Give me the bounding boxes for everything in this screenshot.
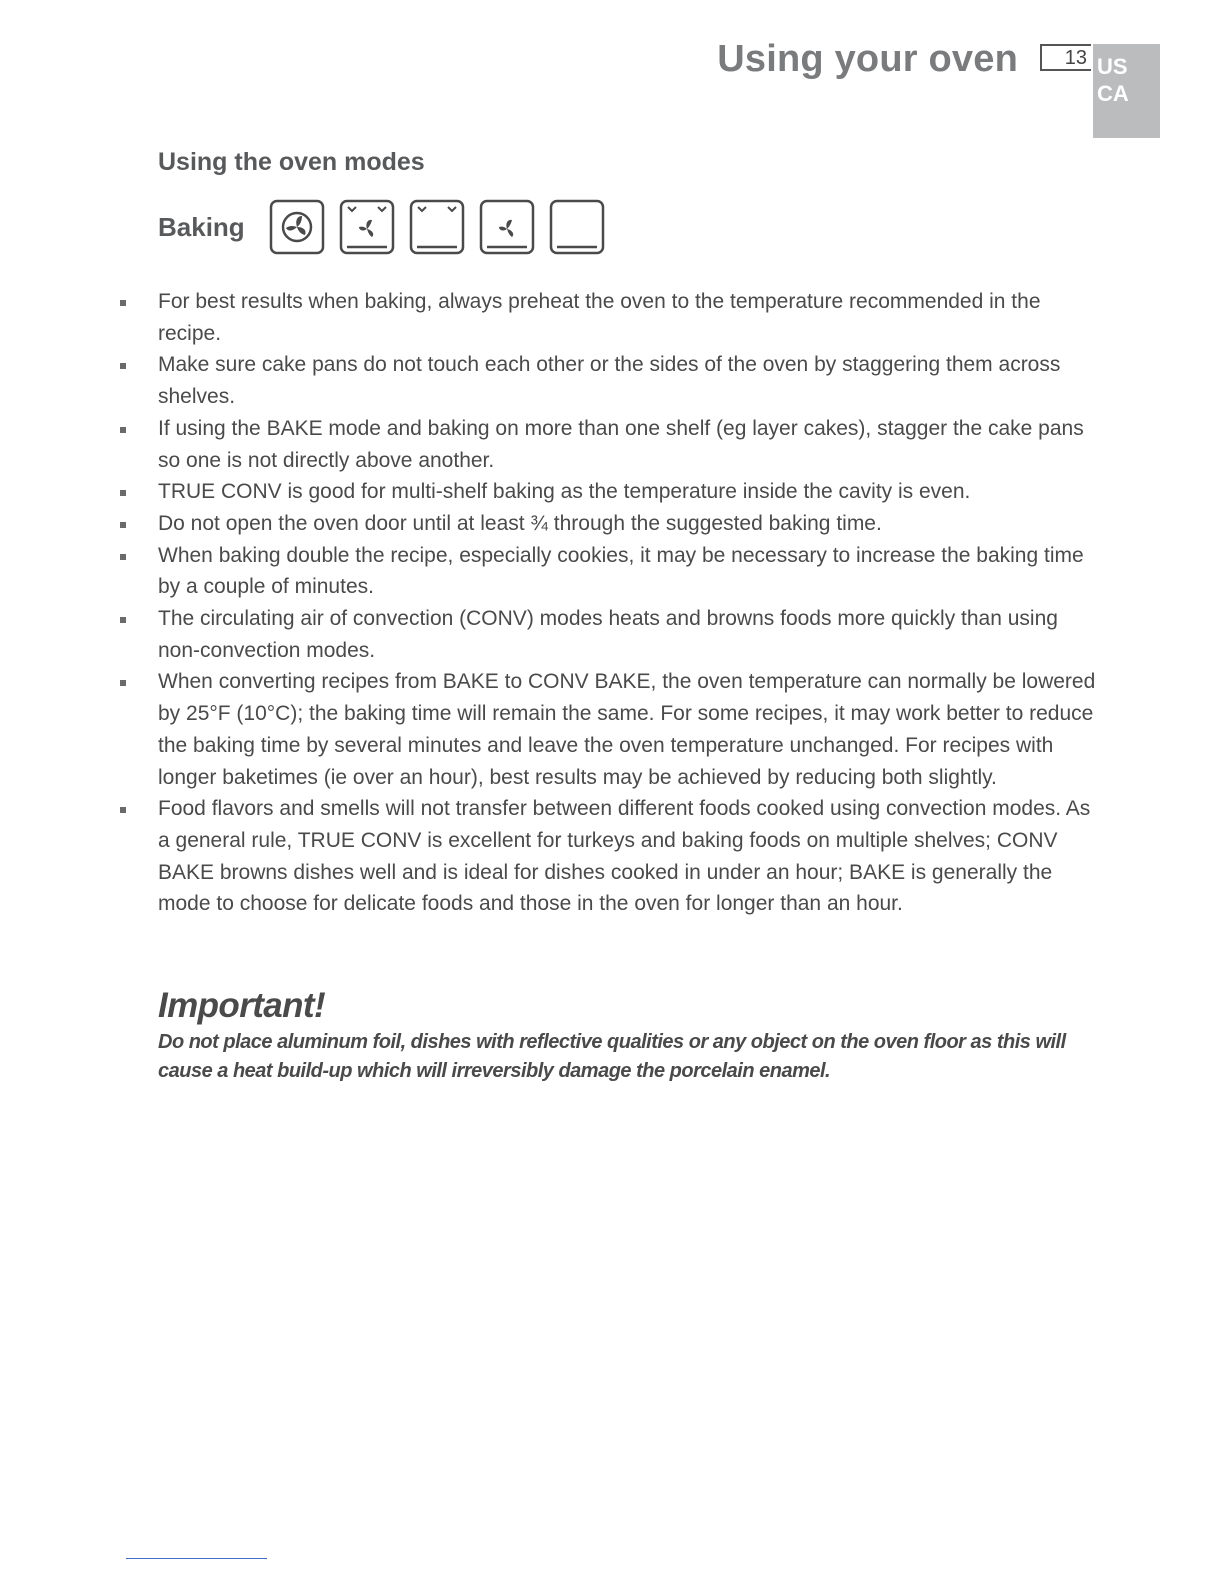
convection-roast-icon (479, 199, 535, 255)
region-code-ca: CA (1097, 81, 1129, 106)
list-item: Food flavors and smells will not transfer between different foods cooked using convection modes. As a general rule, TRUE CONV is excellent for turkeys and baking foods on multiple shelves; CONV BAKE browns dishes well and is ideal for dishes cooked in under an hour; BAKE is generally the mode to choose for delicate foods and those in the oven for longer than an hour. (0, 793, 1224, 920)
true-convection-fan-icon (269, 199, 325, 255)
page-header-title: Using your oven (717, 38, 1018, 80)
baking-tips-list (0, 286, 1224, 920)
list-item: When converting recipes from BAKE to CONV BAKE, the oven temperature can normally be lowered by 25°F (10°C); the baking time will remain the same. For some recipes, it may work better to reduce the baking time by several minutes and leave the oven temperature unchanged. For recipes with longer baketimes (ie over an hour), best results may be achieved by reducing both slightly. (0, 666, 1224, 793)
list-item: If using the BAKE mode and baking on more than one shelf (eg layer cakes), stagger the cake pans so one is not directly above another. (0, 413, 1224, 476)
list-item: The circulating air of convection (CONV) modes heats and browns foods more quickly than using non-convection modes. (0, 603, 1224, 666)
baking-label: Baking (158, 211, 245, 242)
list-item: Make sure cake pans do not touch each other or the sides of the oven by staggering them across shelves. (0, 349, 1224, 412)
bake-icon (409, 199, 465, 255)
section-title: Using the oven modes (158, 148, 425, 176)
region-code-us: US (1097, 54, 1128, 79)
list-item: For best results when baking, always preheat the oven to the temperature recommended in the recipe. (0, 286, 1224, 349)
page-number: 13 (1040, 44, 1091, 71)
list-item: Do not open the oven door until at least ¾ through the suggested baking time. (0, 508, 1224, 540)
important-warning-text: Do not place aluminum foil, dishes with reflective qualities or any object on the oven floor as this will cause a heat build-up which will irreversibly damage the porcelain enamel. (158, 1031, 1066, 1082)
baking-modes-row (158, 199, 619, 255)
footer-rule (126, 1558, 267, 1559)
region-tab (1093, 44, 1160, 138)
list-item: When baking double the recipe, especially cookies, it may be necessary to increase the baking time by a couple of minutes. (0, 540, 1224, 603)
list-item: TRUE CONV is good for multi-shelf baking as the temperature inside the cavity is even. (0, 476, 1224, 508)
convection-bake-icon (339, 199, 395, 255)
bake-element-icon (549, 199, 605, 255)
important-heading: Important! (158, 986, 326, 1025)
